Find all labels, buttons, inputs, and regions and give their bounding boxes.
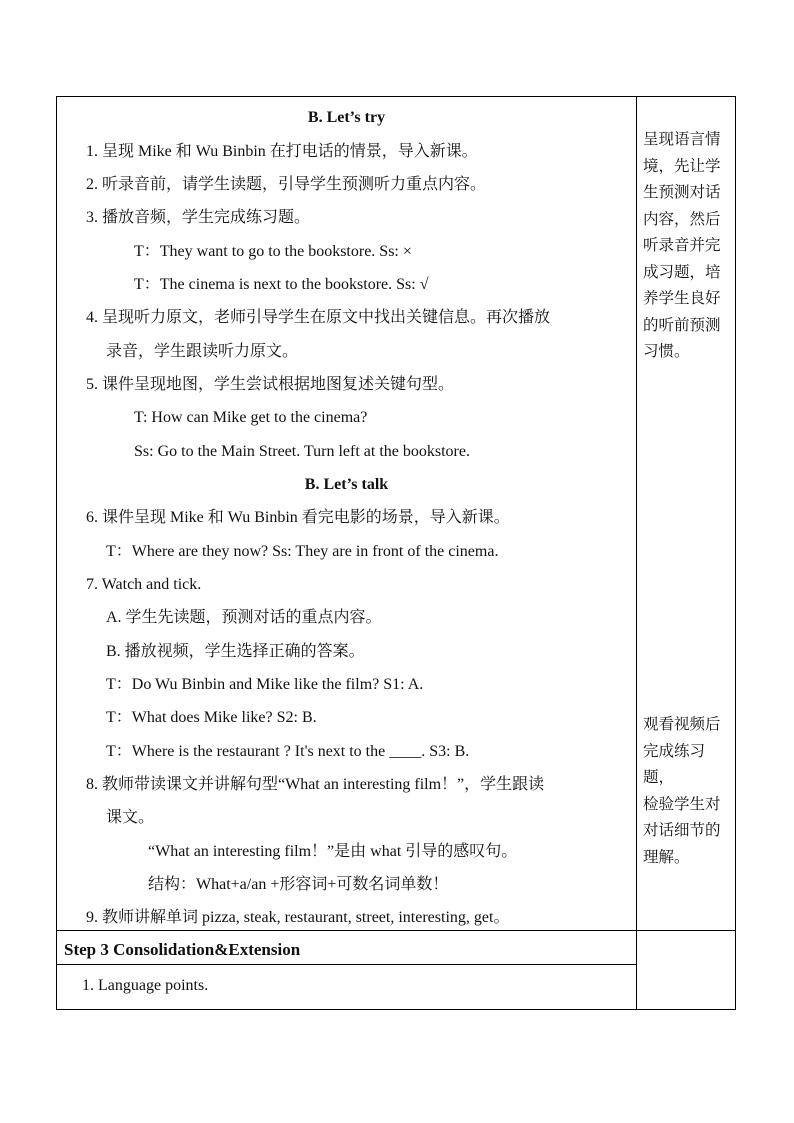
talk-line-1: 6. 课件呈现 Mike 和 Wu Binbin 看完电影的场景，导入新课。 (86, 509, 510, 526)
note1-line: 内容，然后 (643, 210, 721, 228)
row-divider-step3-heading (56, 964, 636, 965)
row-divider-step3 (56, 930, 736, 931)
talk-line-6: T：Do Wu Binbin and Mike like the film? S1: A. (106, 676, 424, 693)
column-divider (636, 96, 637, 1010)
try-line-5: T：The cinema is next to the bookstore. Ss: √ (134, 276, 429, 293)
step3-item-1: 1. Language points. (82, 977, 209, 994)
note1-line: 境，先让学 (643, 157, 721, 175)
note2-line: 观看视频后 (643, 716, 721, 733)
talk-line-5: B. 播放视频，学生选择正确的答案。 (106, 643, 365, 660)
talk-line-10: 课文。 (106, 809, 155, 826)
step3-heading: Step 3 Consolidation&Extension (64, 940, 301, 959)
talk-line-8: T：Where is the restaurant ? It's next to the ____. S3: B. (106, 743, 470, 760)
note1-line: 成习题，培 (643, 263, 721, 281)
talk-line-13: 9. 教师讲解单词 pizza, steak, restaurant, street, interesting, get。 (86, 909, 510, 926)
design-note-2 (643, 712, 735, 871)
note1-line: 生预测对话 (643, 184, 721, 201)
talk-line-12: 结构：What+a/an +形容词+可数名词单数！ (148, 876, 449, 893)
talk-line-9: 8. 教师带读课文并讲解句型“What an interesting film！”，学生跟读 (86, 776, 545, 793)
try-line-10: Ss: Go to the Main Street. Turn left at the bookstore. (134, 443, 470, 460)
try-line-7: 录音，学生跟读听力原文。 (106, 343, 299, 360)
note1-line: 养学生良好 (643, 290, 721, 307)
try-line-9: T: How can Mike get to the cinema? (134, 409, 368, 426)
talk-line-3: 7. Watch and tick. (86, 576, 202, 593)
talk-line-7: T：What does Mike like? S2: B. (106, 709, 317, 726)
talk-line-11: “What an interesting film！”是由 what 引导的感叹句。 (148, 843, 518, 860)
note2-line: 理解。 (643, 848, 690, 866)
note2-line: 检验学生对 (643, 795, 721, 813)
note1-line: 习惯。 (643, 343, 690, 360)
try-line-1: 1. 呈现 Mike 和 Wu Binbin 在打电话的情景，导入新课。 (86, 143, 478, 160)
note1-line: 的听前预测 (643, 316, 721, 334)
try-line-6: 4. 呈现听力原文，老师引导学生在原文中找出关键信息。再次播放 (86, 309, 551, 326)
note1-line: 听录音并完 (643, 237, 721, 254)
try-line-4: T：They want to go to the bookstore. Ss: × (134, 243, 412, 260)
lets-try-heading: B. Let’s try (307, 109, 386, 126)
try-line-2: 2. 听录音前，请学生读题，引导学生预测听力重点内容。 (86, 176, 487, 193)
note1-line: 呈现语言情 (643, 131, 721, 148)
note2-line: 完成练习题， (643, 742, 706, 786)
try-line-3: 3. 播放音频，学生完成练习题。 (86, 209, 311, 226)
lets-talk-heading: B. Let’s talk (304, 476, 389, 493)
try-line-8: 5. 课件呈现地图，学生尝试根据地图复述关键句型。 (86, 376, 455, 393)
design-note-1 (643, 127, 735, 366)
note2-line: 对话细节的 (643, 822, 721, 839)
talk-line-2: T：Where are they now? Ss: They are in front of the cinema. (106, 543, 499, 560)
talk-line-4: A. 学生先读题，预测对话的重点内容。 (106, 609, 382, 626)
